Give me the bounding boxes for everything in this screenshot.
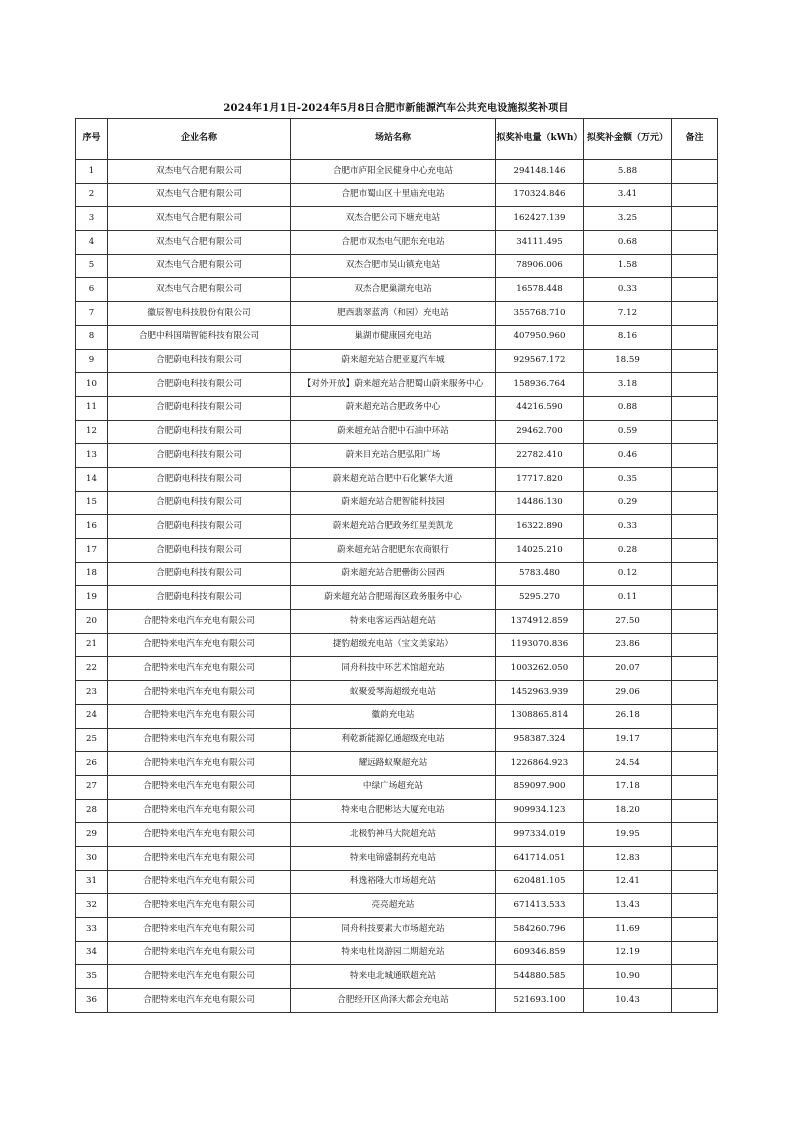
cell-index: 14: [76, 467, 108, 491]
cell-index: 35: [76, 965, 108, 989]
cell-remark: [672, 681, 718, 705]
cell-remark: [672, 989, 718, 1013]
cell-remark: [672, 539, 718, 563]
cell-index: 1: [76, 160, 108, 184]
cell-station: 蔚来超充站合肥中石油中环站: [291, 420, 496, 444]
cell-index: 13: [76, 444, 108, 468]
cell-index: 25: [76, 728, 108, 752]
cell-station: 蔚来超充站合肥罍街公园西: [291, 562, 496, 586]
cell-amount: 0.12: [584, 562, 672, 586]
cell-station: 蔚来超充站合肥政务中心: [291, 396, 496, 420]
cell-station: 双杰合肥市吴山镇充电站: [291, 254, 496, 278]
cell-station: 特来电锦盛制药充电站: [291, 846, 496, 870]
cell-index: 8: [76, 325, 108, 349]
cell-station: 巢湖市健康园充电站: [291, 325, 496, 349]
cell-index: 16: [76, 515, 108, 539]
cell-remark: [672, 799, 718, 823]
cell-amount: 10.90: [584, 965, 672, 989]
cell-company: 合肥特来电汽车充电有限公司: [108, 728, 291, 752]
cell-station: 蔚来超充站合肥瑶海区政务服务中心: [291, 586, 496, 610]
table-row: [76, 610, 718, 634]
table-row: [76, 325, 718, 349]
cell-station: 蔚来目充站合肥弘阳广场: [291, 444, 496, 468]
cell-remark: [672, 396, 718, 420]
cell-energy: 1308865.814: [496, 704, 584, 728]
cell-remark: [672, 728, 718, 752]
cell-company: 双杰电气合肥有限公司: [108, 254, 291, 278]
cell-station: 徽韵充电站: [291, 704, 496, 728]
cell-company: 合肥蔚电科技有限公司: [108, 467, 291, 491]
cell-energy: 620481.105: [496, 870, 584, 894]
table-row: [76, 681, 718, 705]
cell-energy: 44216.590: [496, 396, 584, 420]
cell-station: 蔚来超充站合肥肥东农商银行: [291, 539, 496, 563]
table-row: [76, 254, 718, 278]
cell-index: 28: [76, 799, 108, 823]
cell-remark: [672, 704, 718, 728]
cell-remark: [672, 420, 718, 444]
header-index: 序号: [76, 119, 108, 160]
cell-amount: 19.95: [584, 823, 672, 847]
cell-station: 蔚来超充站合肥智能科技园: [291, 491, 496, 515]
cell-index: 9: [76, 349, 108, 373]
cell-station: 科逸裕隆大市场超充站: [291, 870, 496, 894]
cell-station: 蚁聚爱琴海超级充电站: [291, 681, 496, 705]
cell-remark: [672, 846, 718, 870]
header-station: 场站名称: [291, 119, 496, 160]
cell-company: 合肥特来电汽车充电有限公司: [108, 894, 291, 918]
cell-amount: 29.06: [584, 681, 672, 705]
cell-energy: 16578.448: [496, 278, 584, 302]
cell-energy: 584260.796: [496, 918, 584, 942]
cell-company: 合肥特来电汽车充电有限公司: [108, 846, 291, 870]
table-row: [76, 444, 718, 468]
cell-index: 3: [76, 207, 108, 231]
cell-station: 蔚来超充站合肥亚夏汽车城: [291, 349, 496, 373]
cell-amount: 19.17: [584, 728, 672, 752]
cell-station: 同舟科技中环艺术馆超充站: [291, 657, 496, 681]
cell-company: 双杰电气合肥有限公司: [108, 183, 291, 207]
cell-remark: [672, 515, 718, 539]
cell-index: 22: [76, 657, 108, 681]
cell-remark: [672, 918, 718, 942]
cell-amount: 8.16: [584, 325, 672, 349]
cell-company: 徽辰智电科技股份有限公司: [108, 302, 291, 326]
cell-station: 蔚来超充站合肥中石化繁华大道: [291, 467, 496, 491]
cell-index: 12: [76, 420, 108, 444]
cell-amount: 11.69: [584, 918, 672, 942]
cell-company: 合肥蔚电科技有限公司: [108, 444, 291, 468]
table-body: [76, 160, 718, 1013]
cell-remark: [672, 562, 718, 586]
cell-index: 18: [76, 562, 108, 586]
cell-remark: [672, 302, 718, 326]
cell-energy: 17717.820: [496, 467, 584, 491]
table-row: [76, 989, 718, 1013]
cell-remark: [672, 349, 718, 373]
cell-energy: 544880.585: [496, 965, 584, 989]
cell-company: 合肥中科国瑞智能科技有限公司: [108, 325, 291, 349]
cell-station: 利乾新能源亿通超级充电站: [291, 728, 496, 752]
cell-energy: 997334.019: [496, 823, 584, 847]
cell-company: 合肥蔚电科技有限公司: [108, 396, 291, 420]
cell-remark: [672, 752, 718, 776]
table-row: [76, 894, 718, 918]
cell-company: 合肥特来电汽车充电有限公司: [108, 799, 291, 823]
cell-company: 双杰电气合肥有限公司: [108, 160, 291, 184]
table-row: [76, 752, 718, 776]
cell-amount: 10.43: [584, 989, 672, 1013]
table-row: [76, 918, 718, 942]
cell-company: 合肥特来电汽车充电有限公司: [108, 657, 291, 681]
cell-company: 合肥特来电汽车充电有限公司: [108, 918, 291, 942]
cell-amount: 27.50: [584, 610, 672, 634]
cell-station: 中绿广场超充站: [291, 775, 496, 799]
cell-remark: [672, 160, 718, 184]
cell-amount: 24.54: [584, 752, 672, 776]
cell-energy: 1226864.923: [496, 752, 584, 776]
table-row: [76, 728, 718, 752]
cell-index: 30: [76, 846, 108, 870]
cell-energy: 609346.859: [496, 941, 584, 965]
cell-index: 5: [76, 254, 108, 278]
cell-company: 合肥蔚电科技有限公司: [108, 539, 291, 563]
cell-energy: 14486.130: [496, 491, 584, 515]
cell-company: 合肥蔚电科技有限公司: [108, 586, 291, 610]
cell-energy: 294148.146: [496, 160, 584, 184]
cell-amount: 18.59: [584, 349, 672, 373]
cell-station: 亮亮超充站: [291, 894, 496, 918]
table-row: [76, 823, 718, 847]
table-row: [76, 515, 718, 539]
cell-index: 31: [76, 870, 108, 894]
cell-energy: 859097.900: [496, 775, 584, 799]
table-row: [76, 586, 718, 610]
cell-amount: 3.41: [584, 183, 672, 207]
cell-station: 合肥市双杰电气肥东充电站: [291, 231, 496, 255]
cell-company: 合肥蔚电科技有限公司: [108, 349, 291, 373]
cell-energy: 5295.270: [496, 586, 584, 610]
cell-remark: [672, 444, 718, 468]
cell-company: 合肥特来电汽车充电有限公司: [108, 870, 291, 894]
table-row: [76, 302, 718, 326]
cell-station: 耀远路蚁聚超充站: [291, 752, 496, 776]
cell-remark: [672, 491, 718, 515]
document-title: 2024年1月1日-2024年5月8日合肥市新能源汽车公共充电设施拟奖补项目: [223, 103, 569, 114]
cell-station: 双杰合肥巢湖充电站: [291, 278, 496, 302]
cell-station: 北极豹神马大院超充站: [291, 823, 496, 847]
cell-remark: [672, 894, 718, 918]
cell-station: 合肥市庐阳全民健身中心充电站: [291, 160, 496, 184]
cell-station: 双杰合肥公司下塘充电站: [291, 207, 496, 231]
subsidy-table: [75, 118, 718, 1013]
table-row: [76, 965, 718, 989]
cell-amount: 12.19: [584, 941, 672, 965]
cell-energy: 671413.533: [496, 894, 584, 918]
table-row: [76, 657, 718, 681]
cell-energy: 16322.890: [496, 515, 584, 539]
cell-amount: 17.18: [584, 775, 672, 799]
cell-company: 合肥特来电汽车充电有限公司: [108, 704, 291, 728]
table-row: [76, 420, 718, 444]
cell-index: 17: [76, 539, 108, 563]
cell-energy: 1193070.836: [496, 633, 584, 657]
cell-amount: 0.46: [584, 444, 672, 468]
cell-station: 蔚来超充站合肥政务红星美凯龙: [291, 515, 496, 539]
cell-remark: [672, 657, 718, 681]
cell-station: 合肥经开区尚泽大都会充电站: [291, 989, 496, 1013]
header-remark: 备注: [672, 119, 718, 160]
cell-energy: 5783.480: [496, 562, 584, 586]
header-company: 企业名称: [108, 119, 291, 160]
cell-company: 合肥蔚电科技有限公司: [108, 420, 291, 444]
cell-company: 合肥蔚电科技有限公司: [108, 562, 291, 586]
table-row: [76, 539, 718, 563]
cell-amount: 12.83: [584, 846, 672, 870]
cell-energy: 958387.324: [496, 728, 584, 752]
cell-remark: [672, 467, 718, 491]
cell-index: 4: [76, 231, 108, 255]
cell-amount: 5.88: [584, 160, 672, 184]
table-row: [76, 160, 718, 184]
cell-company: 合肥特来电汽车充电有限公司: [108, 823, 291, 847]
cell-index: 26: [76, 752, 108, 776]
cell-remark: [672, 823, 718, 847]
cell-index: 2: [76, 183, 108, 207]
cell-amount: 1.58: [584, 254, 672, 278]
cell-station: 特来电北城通联超充站: [291, 965, 496, 989]
table-row: [76, 799, 718, 823]
cell-remark: [672, 586, 718, 610]
cell-index: 23: [76, 681, 108, 705]
cell-energy: 14025.210: [496, 539, 584, 563]
cell-amount: 0.88: [584, 396, 672, 420]
table-row: [76, 870, 718, 894]
table-row: [76, 207, 718, 231]
cell-company: 合肥特来电汽车充电有限公司: [108, 633, 291, 657]
cell-station: 同舟科技要素大市场超充站: [291, 918, 496, 942]
cell-index: 29: [76, 823, 108, 847]
cell-company: 合肥蔚电科技有限公司: [108, 491, 291, 515]
cell-energy: 355768.710: [496, 302, 584, 326]
cell-energy: 78906.006: [496, 254, 584, 278]
cell-remark: [672, 183, 718, 207]
cell-amount: 7.12: [584, 302, 672, 326]
header-energy: 拟奖补电量（kWh）: [496, 119, 584, 160]
table-row: [76, 467, 718, 491]
table-row: [76, 562, 718, 586]
cell-index: 15: [76, 491, 108, 515]
cell-remark: [672, 965, 718, 989]
cell-company: 合肥蔚电科技有限公司: [108, 373, 291, 397]
cell-remark: [672, 610, 718, 634]
cell-amount: 0.59: [584, 420, 672, 444]
cell-station: 特来电客运西站超充站: [291, 610, 496, 634]
cell-index: 10: [76, 373, 108, 397]
cell-index: 32: [76, 894, 108, 918]
cell-remark: [672, 254, 718, 278]
cell-company: 合肥特来电汽车充电有限公司: [108, 681, 291, 705]
cell-company: 合肥特来电汽车充电有限公司: [108, 989, 291, 1013]
cell-company: 合肥特来电汽车充电有限公司: [108, 752, 291, 776]
table-row: [76, 278, 718, 302]
cell-station: 肥西翡翠蓝湾（和园）充电站: [291, 302, 496, 326]
cell-remark: [672, 775, 718, 799]
table-row: [76, 349, 718, 373]
cell-station: 合肥市蜀山区十里庙充电站: [291, 183, 496, 207]
table-row: [76, 941, 718, 965]
cell-station: 特来电合肥彬达大厦充电站: [291, 799, 496, 823]
cell-energy: 1003262.050: [496, 657, 584, 681]
cell-energy: 929567.172: [496, 349, 584, 373]
cell-index: 20: [76, 610, 108, 634]
cell-amount: 0.68: [584, 231, 672, 255]
cell-index: 21: [76, 633, 108, 657]
cell-company: 双杰电气合肥有限公司: [108, 207, 291, 231]
table-header-row: [76, 119, 718, 160]
cell-amount: 0.28: [584, 539, 672, 563]
table-row: [76, 633, 718, 657]
cell-station: 捷豹超级充电站（宝文美家站）: [291, 633, 496, 657]
cell-company: 合肥蔚电科技有限公司: [108, 515, 291, 539]
cell-energy: 158936.764: [496, 373, 584, 397]
cell-index: 7: [76, 302, 108, 326]
cell-energy: 407950.960: [496, 325, 584, 349]
table-row: [76, 491, 718, 515]
cell-remark: [672, 207, 718, 231]
cell-amount: 0.11: [584, 586, 672, 610]
cell-index: 34: [76, 941, 108, 965]
cell-amount: 0.33: [584, 278, 672, 302]
table-row: [76, 231, 718, 255]
cell-amount: 12.41: [584, 870, 672, 894]
cell-amount: 0.29: [584, 491, 672, 515]
cell-energy: 29462.700: [496, 420, 584, 444]
cell-energy: 162427.139: [496, 207, 584, 231]
cell-energy: 1374912.859: [496, 610, 584, 634]
cell-station: 特来电杜岗游园二期超充站: [291, 941, 496, 965]
cell-index: 6: [76, 278, 108, 302]
cell-remark: [672, 325, 718, 349]
cell-company: 合肥特来电汽车充电有限公司: [108, 941, 291, 965]
cell-amount: 20.07: [584, 657, 672, 681]
cell-company: 双杰电气合肥有限公司: [108, 231, 291, 255]
cell-remark: [672, 231, 718, 255]
cell-remark: [672, 278, 718, 302]
cell-energy: 909934.123: [496, 799, 584, 823]
cell-amount: 3.25: [584, 207, 672, 231]
table-row: [76, 396, 718, 420]
cell-amount: 23.86: [584, 633, 672, 657]
cell-amount: 26.18: [584, 704, 672, 728]
cell-index: 33: [76, 918, 108, 942]
cell-remark: [672, 633, 718, 657]
table-row: [76, 846, 718, 870]
cell-company: 合肥特来电汽车充电有限公司: [108, 610, 291, 634]
cell-remark: [672, 870, 718, 894]
table-row: [76, 775, 718, 799]
table-row: [76, 183, 718, 207]
cell-remark: [672, 941, 718, 965]
cell-index: 24: [76, 704, 108, 728]
cell-energy: 1452963.939: [496, 681, 584, 705]
cell-index: 27: [76, 775, 108, 799]
cell-amount: 13.43: [584, 894, 672, 918]
table-row: [76, 704, 718, 728]
cell-amount: 3.18: [584, 373, 672, 397]
cell-energy: 521693.100: [496, 989, 584, 1013]
cell-amount: 0.35: [584, 467, 672, 491]
cell-remark: [672, 373, 718, 397]
cell-energy: 22782.410: [496, 444, 584, 468]
cell-index: 11: [76, 396, 108, 420]
cell-company: 合肥特来电汽车充电有限公司: [108, 965, 291, 989]
cell-energy: 641714.051: [496, 846, 584, 870]
header-amount: 拟奖补金额（万元）: [584, 119, 672, 160]
cell-amount: 0.33: [584, 515, 672, 539]
cell-index: 36: [76, 989, 108, 1013]
cell-station: 【对外开放】蔚来超充站合肥蜀山蔚来服务中心: [291, 373, 496, 397]
cell-amount: 18.20: [584, 799, 672, 823]
cell-company: 合肥特来电汽车充电有限公司: [108, 775, 291, 799]
table-row: [76, 373, 718, 397]
cell-index: 19: [76, 586, 108, 610]
cell-energy: 34111.495: [496, 231, 584, 255]
cell-energy: 170324.846: [496, 183, 584, 207]
cell-company: 双杰电气合肥有限公司: [108, 278, 291, 302]
